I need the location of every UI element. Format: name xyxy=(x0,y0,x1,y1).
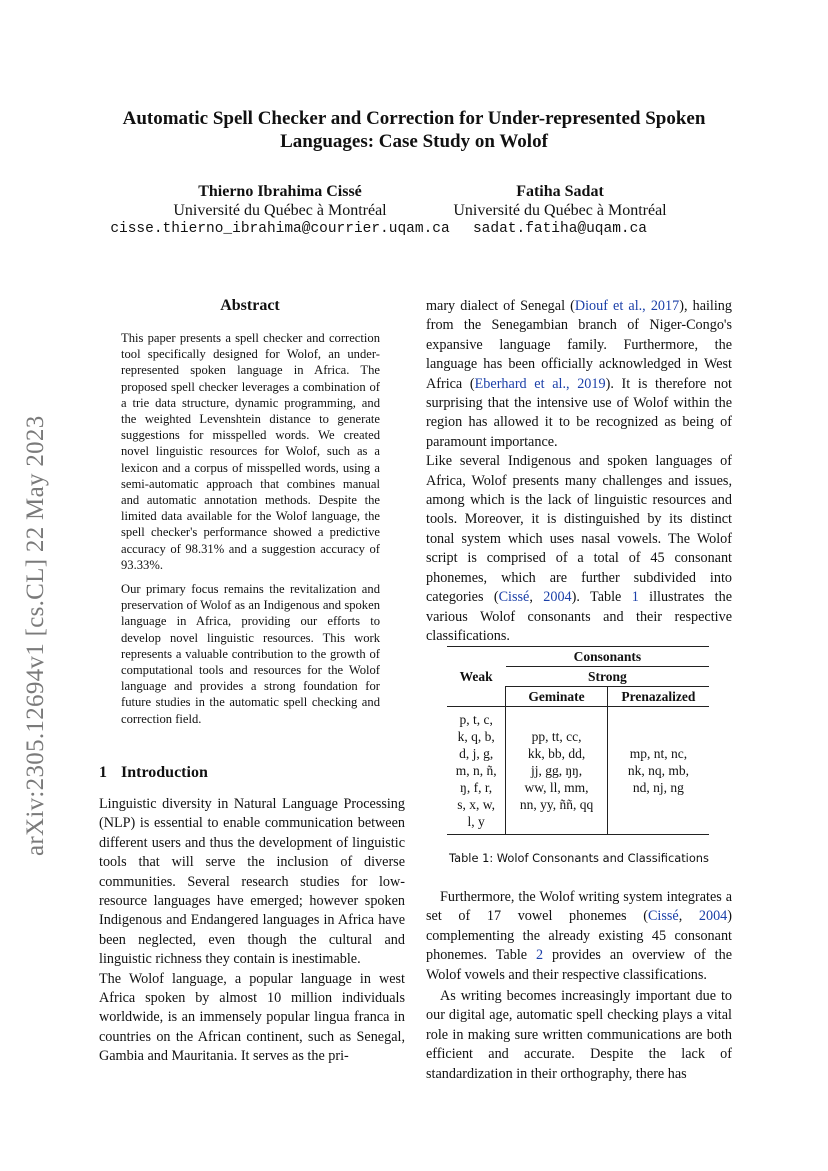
author-block-1 xyxy=(110,182,450,239)
table-ref-link[interactable]: 1 xyxy=(631,589,639,606)
abstract-paragraph: Our primary focus remains the revitalization and preservation of Wolof as an Indigenous and spoken language in Africa, providing our efforts to develop novel linguistic resources. This work represents a valuable contribution to the growth of computational tools and resources for the Wolof language and provides a strong foundation for future studies in the automatic spell checking and correction field. xyxy=(121,582,380,726)
text-run: illustrates the various Wolof consonants and their respective classifications. xyxy=(426,589,733,644)
citation-link[interactable]: 2004 xyxy=(698,908,728,925)
section-number: 1 xyxy=(99,764,107,781)
intro-paragraph: Linguistic diversity in Natural Language Processing (NLP) is essential to enable communication between different users and thus the development of linguistic tools that will serve the inclusion of diverse communities. Several research studies for low-resource languages have emerged; however spoken Indigenous and Endangered languages in Africa have been neglected, even though the cultural and linguistic richness they contain is inestimable. xyxy=(99,796,405,968)
cell-line: m, n, ñ, xyxy=(455,763,497,778)
cell-line: jj, gg, ŋŋ, xyxy=(530,763,583,778)
author-name: Fatiha Sadat xyxy=(516,183,604,200)
table-ref-link[interactable]: 2 xyxy=(536,947,544,964)
body-paragraph xyxy=(426,888,732,985)
paper-title: Automatic Spell Checker and Correction for Under-represented Spoken Languages: Case Study on Wolof xyxy=(122,108,706,152)
body-paragraph xyxy=(426,297,732,452)
citation-link[interactable]: Cissé xyxy=(647,908,679,925)
body-paragraph xyxy=(426,452,732,646)
cell-line: k, q, b, xyxy=(457,729,495,744)
text-run: mary dialect of Senegal ( xyxy=(426,298,575,314)
text-run: , xyxy=(678,908,699,925)
cell-line: ŋ, f, r, xyxy=(460,780,493,795)
citation-link[interactable]: 2004 xyxy=(543,589,572,606)
author-block-2 xyxy=(440,182,680,239)
table-header-strong: Strong xyxy=(506,667,709,687)
table-caption: Table 1: Wolof Consonants and Classifications xyxy=(449,851,709,865)
section-title: Introduction xyxy=(121,764,208,781)
cell-line: s, x, w, xyxy=(457,797,496,812)
text-run: ), hailing from the Senegambian branch of Niger-Congo's expansive language family. Furthermore, the language has been officially acknowledged in West Africa ( xyxy=(426,298,732,392)
cell-line: d, j, g, xyxy=(459,746,494,761)
text-run: , xyxy=(529,589,544,606)
text-run: ) complementing the already existing 45 consonant phonemes. Table xyxy=(426,908,732,964)
cell-line: mp, nt, nc, xyxy=(629,746,688,761)
consonants-table xyxy=(447,646,709,835)
author-affiliation: Université du Québec à Montréal xyxy=(453,202,667,219)
intro-paragraph: The Wolof language, a popular language in west Africa spoken by almost 10 million individuals worldwide, is an immensely popular lingua franca in countries on the African continent, such as Senegal, Gambia and Mauritania. It serves as the pri- xyxy=(99,970,405,1065)
table-cell-weak xyxy=(447,707,506,835)
table-header-consonants: Consonants xyxy=(506,647,709,667)
text-run: provides an overview of the Wolof vowels and their respective classifications. xyxy=(426,947,732,983)
author-email[interactable]: sadat.fatiha@uqam.ca xyxy=(472,221,648,237)
body-paragraph: As writing becomes increasingly important due to our digital age, automatic spell checking plays a vital role in making sure written communications are both efficient and accurate. Despite the lack of standardization in their orthography, there has xyxy=(426,988,732,1082)
intro-body xyxy=(99,795,405,1067)
table-header-geminate: Geminate xyxy=(506,687,608,707)
cell-line: nn, yy, ññ, qq xyxy=(519,797,594,812)
citation-link[interactable]: Eberhard et al., 2019 xyxy=(474,375,606,392)
table-cell-prenazalized xyxy=(607,707,709,835)
arxiv-stamp: arXiv:2305.12694v1 [cs.CL] 22 May 2023 xyxy=(22,415,49,856)
right-column-bottom xyxy=(426,888,732,1084)
text-run: ). Table xyxy=(571,589,632,606)
cell-line: l, y xyxy=(467,814,485,829)
citation-link[interactable]: Cissé xyxy=(498,589,530,606)
table-header-prenazalized: Prenazalized xyxy=(621,689,696,704)
abstract-body xyxy=(121,330,380,735)
author-email[interactable]: cisse.thierno_ibrahima@courrier.uqam.ca xyxy=(110,221,450,237)
cell-line: nd, nj, ng xyxy=(632,780,684,795)
text-run: Furthermore, the Wolof writing system integrates a set of 17 vowel phonemes ( xyxy=(426,889,732,925)
cell-line: pp, tt, cc, xyxy=(531,729,582,744)
abstract-heading: Abstract xyxy=(220,297,280,314)
right-column-top xyxy=(426,297,732,646)
table-cell-geminate xyxy=(506,707,608,835)
cell-line: p, t, c, xyxy=(459,712,493,727)
section-heading-introduction xyxy=(99,764,208,782)
text-run: ). It is therefore not surprising that the intensive use of Wolof within the region has allowed it to be recognized as being of paramount importance. xyxy=(426,375,732,450)
cell-line: nk, nq, mb, xyxy=(627,763,689,778)
author-affiliation: Université du Québec à Montréal xyxy=(173,202,387,219)
citation-link[interactable]: Diouf et al., 2017 xyxy=(574,298,680,314)
cell-line: kk, bb, dd, xyxy=(527,746,586,761)
table-header-weak: Weak xyxy=(447,647,506,707)
cell-line: ww, ll, mm, xyxy=(524,780,589,795)
text-run: Like several Indigenous and spoken languages of Africa, Wolof presents many challenges and issues, among which is the lack of linguistic resources and tools. Moreover, it is distinguished by its distinct tonal system which uses nasal vowels. The Wolof script is comprised of a total of 45 consonant phonemes, which are further subdivided into categories ( xyxy=(426,453,732,606)
author-name: Thierno Ibrahima Cissé xyxy=(198,183,362,200)
abstract-paragraph: This paper presents a spell checker and correction tool specifically designed for Wolof, an under-represented spoken language in Africa. The proposed spell checker leverages a combination of a trie data structure, dynamic programming, and the weighted Levenshtein distance to generate suggestions for misspelled words. We created novel linguistic resources for Wolof, such as a lexicon and a corpus of misspelled words, using a semi-automatic approach that combines manual and automatic annotation methods. Despite the limited data available for the Wolof language, the spell checker's performance showed a predictive accuracy of 98.31% and a suggestion accuracy of 93.33%. xyxy=(121,331,380,572)
